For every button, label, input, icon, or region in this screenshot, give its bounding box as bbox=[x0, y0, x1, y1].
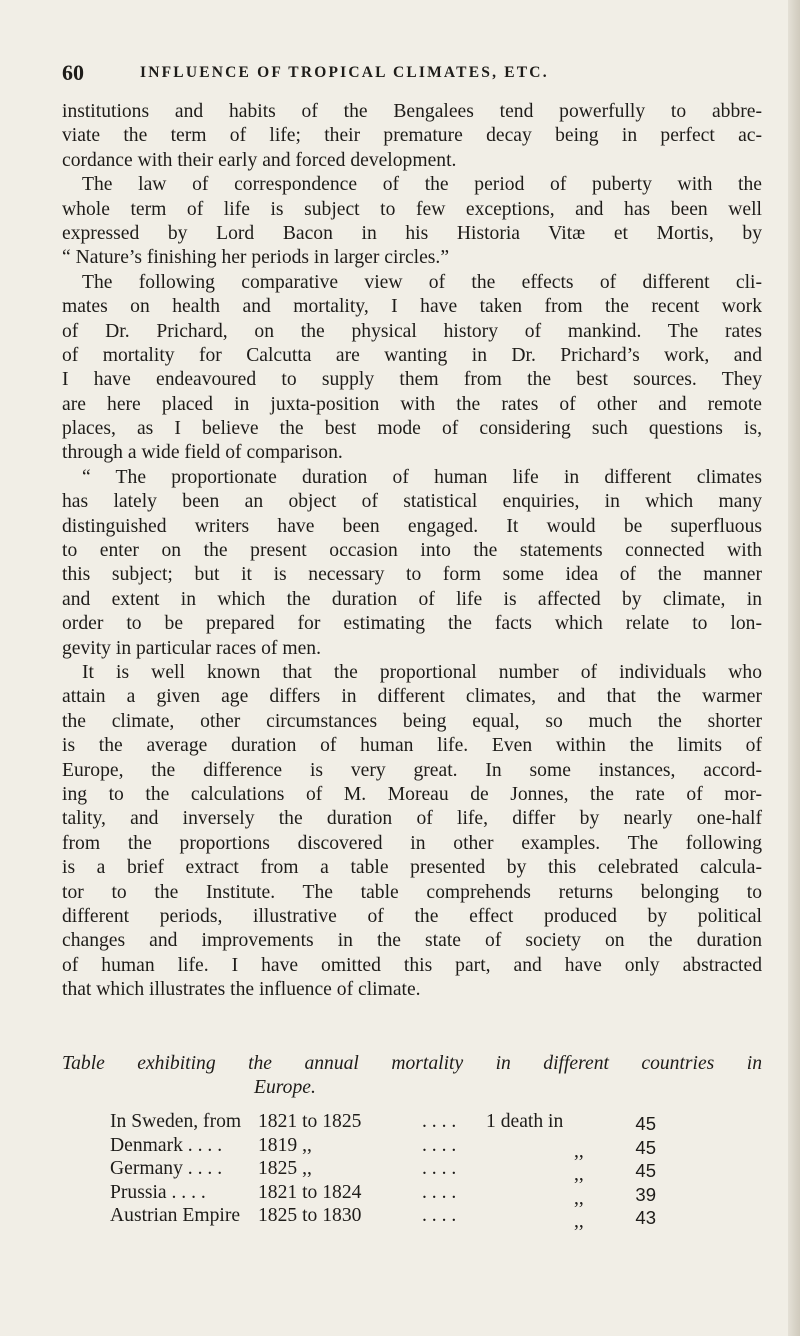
period-cell: 1821 to 1825 bbox=[258, 1111, 362, 1132]
country-cell: Germany . . . . bbox=[110, 1158, 223, 1179]
country-cell: Denmark . . . . bbox=[110, 1134, 223, 1156]
text-line: this subject; but it is necessary to form some idea of the manner bbox=[62, 564, 762, 586]
table-title-line: Table exhibiting the annual mortality in different countries in bbox=[62, 1053, 762, 1074]
text-line: The following comparative view of the effects of different cli- bbox=[82, 271, 762, 293]
text-line: tor to the Institute. The table comprehends returns belonging to bbox=[62, 881, 762, 903]
ratio-denominator: 43 bbox=[635, 1207, 656, 1228]
leader-dots: . . . . bbox=[422, 1158, 457, 1179]
text-line: ing to the calculations of M. Moreau de Jonnes, the rate of mor- bbox=[62, 783, 762, 805]
table-title bbox=[62, 1052, 762, 1101]
table-title-line: Europe. bbox=[254, 1077, 316, 1099]
table-row bbox=[110, 1134, 730, 1162]
page-edge-shadow bbox=[788, 0, 800, 1336]
text-line: The law of correspondence of the period of puberty with the bbox=[82, 174, 762, 196]
text-line: institutions and habits of the Bengalees tend powerfully to abbre- bbox=[62, 101, 762, 122]
table-row bbox=[110, 1110, 730, 1134]
text-line: distinguished writers have been engaged. It would be superfluous bbox=[62, 515, 762, 537]
ditto-mark: ,, bbox=[574, 1211, 584, 1232]
period-cell: 1821 to 1824 bbox=[258, 1181, 362, 1203]
text-line: changes and improvements in the state of society on the duration bbox=[62, 930, 762, 952]
text-line: of human life. I have omitted this part, and have only abstracted bbox=[62, 954, 762, 976]
ratio-denominator: 45 bbox=[635, 1113, 656, 1134]
text-line: is the average duration of human life. Even within the limits of bbox=[62, 735, 762, 757]
country-cell: In Sweden, from bbox=[110, 1111, 242, 1132]
text-line: of Dr. Prichard, on the physical history of mankind. The rates bbox=[62, 320, 762, 342]
ratio-denominator: 39 bbox=[635, 1183, 656, 1205]
leader-dots: . . . . bbox=[422, 1181, 457, 1203]
leader-dots: . . . . bbox=[422, 1111, 457, 1132]
leader-dots: . . . . bbox=[422, 1205, 457, 1226]
period-cell: 1819 ,, bbox=[258, 1134, 312, 1156]
text-line: the climate, other circumstances being equal, so much the shorter bbox=[62, 710, 762, 732]
mortality-table bbox=[110, 1110, 730, 1232]
text-line: mates on health and mortality, I have taken from the recent work bbox=[62, 296, 762, 318]
text-line: gevity in particular races of men. bbox=[62, 637, 321, 659]
text-line: cordance with their early and forced development. bbox=[62, 149, 457, 171]
ratio-denominator: 45 bbox=[635, 1136, 656, 1158]
text-line: viate the term of life; their premature decay being in perfect ac- bbox=[62, 125, 762, 147]
text-line: different periods, illustrative of the effect produced by political bbox=[62, 905, 762, 927]
leader-dots: . . . . bbox=[422, 1134, 457, 1156]
text-line: tality, and inversely the duration of life, differ by nearly one-half bbox=[62, 808, 762, 830]
text-line: attain a given age differs in different climates, and that the warmer bbox=[62, 686, 762, 708]
page-number: 60 bbox=[62, 60, 84, 85]
text-line: has lately been an object of statistical enquiries, in which many bbox=[62, 491, 762, 513]
ditto-mark: ,, bbox=[574, 1187, 584, 1209]
ditto-mark: ,, bbox=[574, 1140, 584, 1162]
table-row bbox=[110, 1204, 730, 1232]
text-line: whole term of life is subject to few exceptions, and has been well bbox=[62, 198, 762, 220]
period-cell: 1825 to 1830 bbox=[258, 1205, 362, 1226]
text-line: from the proportions discovered in other examples. The following bbox=[62, 832, 762, 854]
deaths-label: 1 death in bbox=[486, 1111, 564, 1132]
text-line: places, as I believe the best mode of considering such questions is, bbox=[62, 418, 762, 440]
text-line: expressed by Lord Bacon in his Historia Vitæ et Mortis, by bbox=[62, 222, 762, 244]
text-line: “ The proportionate duration of human life in different climates bbox=[82, 466, 762, 488]
table-row bbox=[110, 1157, 730, 1185]
text-line: I have endeavoured to supply them from the best sources. They bbox=[62, 369, 762, 391]
text-line: “ Nature’s finishing her periods in larger circles.” bbox=[62, 247, 450, 269]
country-cell: Prussia . . . . bbox=[110, 1181, 206, 1203]
text-line: are here placed in juxta-position with the rates of other and remote bbox=[62, 393, 762, 415]
ratio-denominator: 45 bbox=[635, 1160, 656, 1181]
running-head-title: INFLUENCE OF TROPICAL CLIMATES, ETC. bbox=[140, 64, 549, 81]
text-line: and extent in which the duration of life is affected by climate, in bbox=[62, 588, 762, 610]
text-line: to enter on the present occasion into the statements connected with bbox=[62, 540, 762, 562]
text-line: order to be prepared for estimating the facts which relate to lon- bbox=[62, 613, 762, 635]
table-row bbox=[110, 1181, 730, 1209]
text-line: Europe, the difference is very great. In some instances, accord- bbox=[62, 759, 762, 781]
text-line: It is well known that the proportional number of individuals who bbox=[82, 661, 762, 683]
running-head bbox=[62, 60, 762, 90]
country-cell: Austrian Empire bbox=[110, 1205, 241, 1226]
text-line: that which illustrates the influence of climate. bbox=[62, 979, 421, 1001]
ditto-mark: ,, bbox=[574, 1164, 584, 1185]
body-text bbox=[62, 100, 762, 1002]
text-line: is a brief extract from a table presented by this celebrated calcula- bbox=[62, 857, 762, 879]
text-line: through a wide field of comparison. bbox=[62, 442, 343, 464]
text-line: of mortality for Calcutta are wanting in Dr. Prichard’s work, and bbox=[62, 344, 762, 366]
period-cell: 1825 ,, bbox=[258, 1158, 312, 1179]
